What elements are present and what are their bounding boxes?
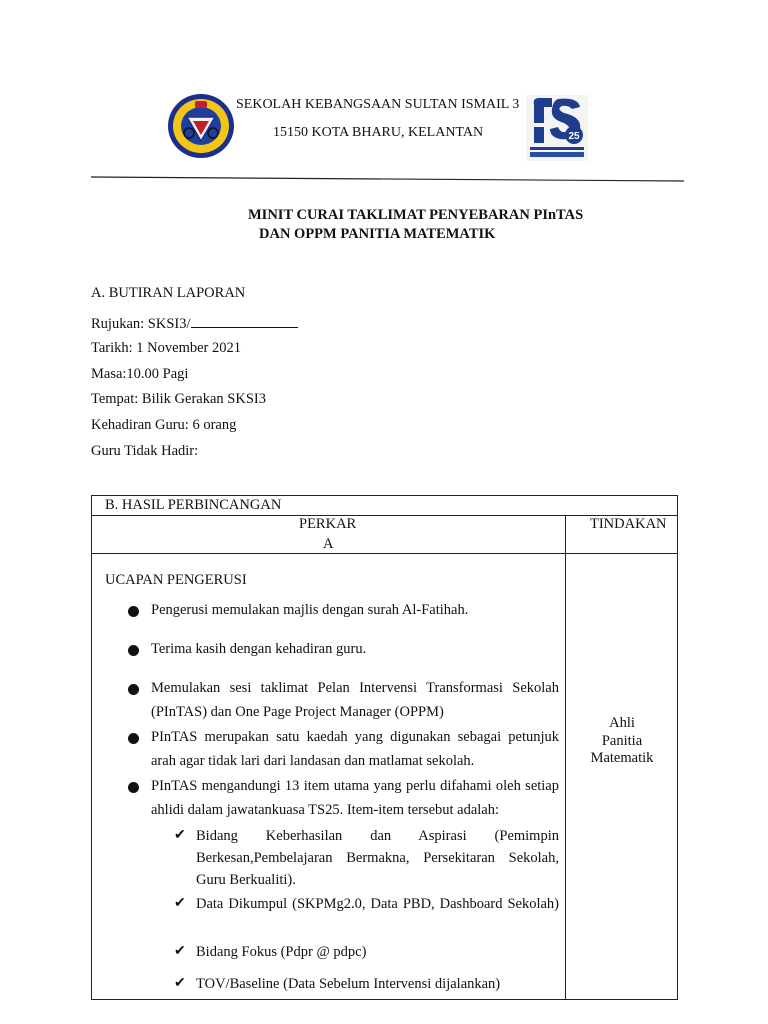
bullet-icon (128, 684, 139, 695)
field-tempat: Tempat: Bilik Gerakan SKSI3 (91, 391, 266, 407)
tindakan-cell (566, 715, 678, 768)
checkmark-icon: ✔ (174, 944, 186, 959)
rujukan-label: Rujukan: SKSI3/ (91, 316, 191, 332)
header-divider (91, 170, 684, 178)
field-tidak-hadir: Guru Tidak Hadir: (91, 443, 199, 459)
school-name: SEKOLAH KEBANGSAAN SULTAN ISMAIL 3 (236, 97, 520, 112)
field-kehadiran: Kehadiran Guru: 6 orang (91, 417, 237, 433)
document-title-line2: DAN OPPM PANITIA MATEMATIK (259, 226, 496, 242)
bullet-text: PInTAS merupakan satu kaedah yang digunakan sebagai petunjuk arah agar tidak lari dari landasan dan matlamat sekolah. (151, 729, 559, 769)
rujukan-blank-line (191, 314, 298, 328)
section-b-heading: B. HASIL PERBINCANGAN (105, 497, 282, 513)
column-header-perkara-line2: A (323, 536, 334, 552)
section-a-heading: A. BUTIRAN LAPORAN (91, 285, 246, 301)
bullet-text: PInTAS mengandungi 13 item utama yang perlu difahami oleh setiap ahlidi dalam jawatankuasa TS25. Item-item tersebut adalah: (151, 778, 559, 818)
check-item-text: Data Dikumpul (SKPMg2.0, Data PBD, Dashboard Sekolah) (196, 896, 559, 912)
field-tarikh: Tarikh: 1 November 2021 (91, 340, 241, 356)
bullet-icon (128, 606, 139, 617)
tindakan-line: Panitia (601, 732, 643, 749)
tindakan-line: Matematik (590, 750, 654, 766)
bullet-icon (128, 733, 139, 744)
checkmark-icon: ✔ (174, 896, 186, 911)
bullet-icon (128, 782, 139, 793)
svg-text:25: 25 (568, 131, 580, 142)
ts25-logo (526, 95, 588, 161)
bullet-text: Memulakan sesi taklimat Pelan Intervensi Transformasi Sekolah (PInTAS) dan One Page Project Manager (OPPM) (151, 680, 559, 720)
table-divider (92, 553, 677, 554)
bullet-text: Pengerusi memulakan majlis dengan surah Al-Fatihah. (151, 602, 469, 618)
school-address: 15150 KOTA BHARU, KELANTAN (273, 125, 484, 140)
field-masa: Masa:10.00 Pagi (91, 366, 189, 382)
subheading-ucapan-pengerusi: UCAPAN PENGERUSI (105, 572, 247, 588)
school-crest-logo (167, 93, 235, 159)
document-title-line1: MINIT CURAI TAKLIMAT PENYEBARAN PInTAS (248, 207, 584, 223)
discussion-table (91, 495, 678, 1000)
bullet-text: Terima kasih dengan kehadiran guru. (151, 641, 367, 657)
check-item-text: Bidang Fokus (Pdpr @ pdpc) (196, 944, 367, 960)
tindakan-line: Ahli (609, 715, 635, 731)
check-item-text: Bidang Keberhasilan dan Aspirasi (Pemimpin Berkesan,Pembelajaran Bermakna, Persekitaran Sekolah, Guru Berkualiti). (196, 828, 559, 888)
column-header-tindakan: TINDAKAN (590, 516, 667, 532)
bullet-icon (128, 645, 139, 656)
field-rujukan (91, 314, 298, 333)
check-item-text: TOV/Baseline (Data Sebelum Intervensi dijalankan) (196, 976, 501, 992)
checkmark-icon: ✔ (174, 976, 186, 991)
checkmark-icon: ✔ (174, 828, 186, 843)
column-header-perkara-line1: PERKAR (299, 516, 357, 532)
